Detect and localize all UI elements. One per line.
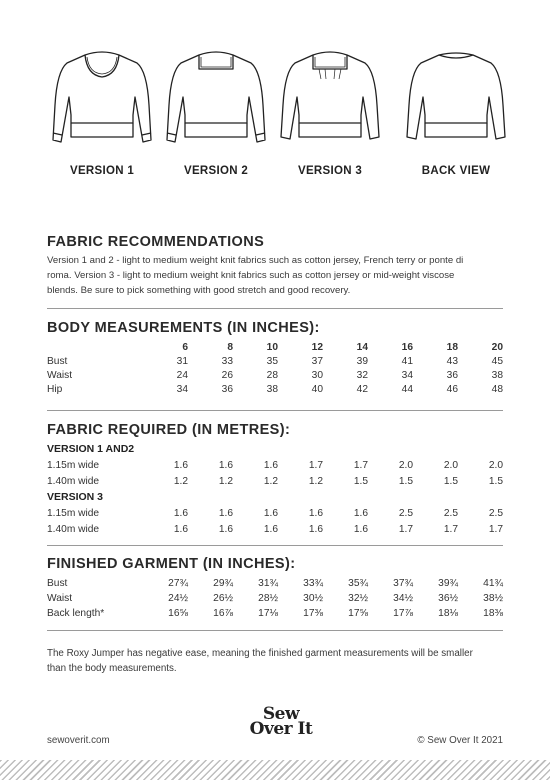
cell: 31	[176, 355, 188, 367]
decorative-stripe	[0, 760, 550, 780]
cell: 1.5	[443, 475, 458, 487]
section-title: FABRIC REQUIRED (IN METRES):	[47, 422, 291, 438]
cell: 34	[401, 369, 413, 381]
sweater-v2-icon	[161, 45, 271, 157]
cell: 1.5	[488, 475, 503, 487]
view-label: VERSION 1	[69, 165, 135, 177]
cell: 34½	[393, 593, 413, 604]
table-row	[47, 473, 503, 489]
table-row	[47, 606, 503, 621]
table-row	[47, 457, 503, 473]
view-version-3	[270, 45, 390, 177]
view-version-2	[156, 45, 276, 177]
cell: 39	[356, 355, 368, 367]
cell: 30½	[303, 593, 323, 604]
section-title: BODY MEASUREMENTS (IN INCHES):	[47, 320, 320, 336]
cell: 1.2	[218, 475, 233, 487]
cell: 1.6	[263, 507, 278, 519]
cell: 44	[401, 383, 413, 395]
cell: 1.7	[308, 459, 323, 471]
cell: 1.6	[263, 459, 278, 471]
brand-logo	[246, 704, 316, 739]
table-row	[47, 505, 503, 521]
size-header: 6	[182, 341, 188, 353]
cell: 1.6	[263, 523, 278, 535]
row-label: Waist	[47, 369, 73, 381]
cell: 24½	[168, 593, 188, 604]
cell: 1.7	[353, 459, 368, 471]
table-row	[47, 354, 503, 368]
fabric-required-table	[47, 441, 503, 537]
row-label: 1.15m wide	[47, 507, 100, 519]
row-label: Back length*	[47, 608, 105, 619]
cell: 1.7	[488, 523, 503, 535]
size-header: 14	[356, 341, 368, 353]
row-label: Waist	[47, 593, 73, 604]
sweater-v3-icon	[275, 45, 385, 157]
view-label: BACK VIEW	[421, 165, 491, 177]
cell: 36	[221, 383, 233, 395]
sweater-back-icon	[401, 45, 511, 157]
view-label: VERSION 3	[297, 165, 363, 177]
cell: 2.5	[443, 507, 458, 519]
logo-line: Over It	[249, 719, 313, 739]
cell: 42	[356, 383, 368, 395]
cell: 40	[311, 383, 323, 395]
cell: 45	[491, 355, 503, 367]
cell: 26	[221, 369, 233, 381]
section-title: FABRIC RECOMMENDATIONS	[47, 234, 265, 250]
cell: 24	[176, 369, 188, 381]
cell: 1.6	[173, 459, 188, 471]
cell: 37	[311, 355, 323, 367]
cell: 35¾	[348, 578, 368, 589]
recommendation-text	[47, 253, 507, 298]
cell: 31¾	[258, 578, 278, 589]
cell: 38	[491, 369, 503, 381]
cell: 38½	[483, 593, 503, 604]
cell: 2.0	[443, 459, 458, 471]
table-row	[47, 591, 503, 606]
finished-garment-table	[47, 576, 503, 621]
cell: 1.6	[308, 523, 323, 535]
group-heading: VERSION 1 AND2	[47, 443, 135, 455]
table-row	[47, 382, 503, 396]
cell: 16⅞	[213, 608, 233, 619]
size-header: 8	[227, 341, 233, 353]
ease-note: The Roxy Jumper has negative ease, meaning the finished garment measurements will be smaller than the body measurements.	[47, 648, 473, 674]
cell: 1.6	[353, 507, 368, 519]
cell: 28	[266, 369, 278, 381]
cell: 29¾	[213, 578, 233, 589]
cell: 41	[401, 355, 413, 367]
cell: 1.6	[218, 523, 233, 535]
cell: 16⅝	[168, 608, 188, 619]
cell: 2.0	[488, 459, 503, 471]
cell: 17⅜	[303, 608, 323, 619]
view-version-1	[42, 45, 162, 177]
size-header-row	[47, 340, 503, 354]
cell: 2.5	[488, 507, 503, 519]
cell: 1.2	[173, 475, 188, 487]
view-back	[396, 45, 516, 177]
divider	[47, 630, 503, 631]
cell: 1.6	[218, 507, 233, 519]
cell: 27¾	[168, 578, 188, 589]
cell: 41¾	[483, 578, 503, 589]
cell: 18⅛	[438, 608, 458, 619]
row-label: 1.40m wide	[47, 475, 100, 487]
cell: 1.5	[353, 475, 368, 487]
cell: 46	[446, 383, 458, 395]
cell: 48	[491, 383, 503, 395]
size-header: 16	[401, 341, 413, 353]
text-line: roma. Version 3 - light to medium weight knit fabrics such as cotton jersey or mid-weight viscose	[47, 270, 455, 281]
sweater-v1-icon	[47, 45, 157, 157]
cell: 1.6	[353, 523, 368, 535]
cell: 1.2	[308, 475, 323, 487]
cell: 2.5	[398, 507, 413, 519]
cell: 32	[356, 369, 368, 381]
cell: 1.2	[263, 475, 278, 487]
fabric-required	[47, 422, 503, 537]
divider	[47, 545, 503, 546]
divider	[47, 410, 503, 411]
cell: 33¾	[303, 578, 323, 589]
row-label: Bust	[47, 578, 68, 589]
cell: 17⅞	[393, 608, 413, 619]
cell: 39¾	[438, 578, 458, 589]
size-header: 10	[266, 341, 278, 353]
row-label: 1.15m wide	[47, 459, 100, 471]
cell: 26½	[213, 593, 233, 604]
copyright: © Sew Over It 2021	[417, 735, 503, 746]
cell: 36½	[438, 593, 458, 604]
size-header: 18	[446, 341, 458, 353]
cell: 30	[311, 369, 323, 381]
cell: 17⅝	[348, 608, 368, 619]
size-header: 12	[311, 341, 323, 353]
cell: 1.6	[173, 523, 188, 535]
size-header: 20	[491, 341, 503, 353]
cell: 1.6	[173, 507, 188, 519]
fabric-recommendations	[47, 234, 507, 298]
website-link[interactable]: sewoverit.com	[47, 735, 110, 746]
cell: 33	[221, 355, 233, 367]
text-line: blends. Be sure to pick something with good stretch and good recovery.	[47, 285, 351, 296]
divider	[47, 308, 503, 309]
cell: 17⅛	[258, 608, 278, 619]
cell: 43	[446, 355, 458, 367]
text-line: Version 1 and 2 - light to medium weight knit fabrics such as cotton jersey, French terry or ponte di	[47, 255, 464, 266]
row-label: Bust	[47, 355, 68, 367]
cell: 18⅜	[483, 608, 503, 619]
row-label: Hip	[47, 383, 63, 395]
body-measurements	[47, 320, 503, 396]
cell: 35	[266, 355, 278, 367]
view-label: VERSION 2	[183, 165, 249, 177]
table-row	[47, 368, 503, 382]
cell: 1.6	[218, 459, 233, 471]
table-row	[47, 576, 503, 591]
cell: 36	[446, 369, 458, 381]
cell: 38	[266, 383, 278, 395]
garment-views	[0, 45, 550, 195]
logo-line: Sew	[262, 704, 300, 724]
cell: 32½	[348, 593, 368, 604]
group-heading: VERSION 3	[47, 491, 104, 503]
cell: 1.7	[398, 523, 413, 535]
section-title: FINISHED GARMENT (IN INCHES):	[47, 556, 296, 572]
cell: 2.0	[398, 459, 413, 471]
finished-garment	[47, 556, 503, 621]
cell: 1.6	[308, 507, 323, 519]
row-label: 1.40m wide	[47, 523, 100, 535]
cell: 37¾	[393, 578, 413, 589]
cell: 34	[176, 383, 188, 395]
table-row	[47, 521, 503, 537]
cell: 28½	[258, 593, 278, 604]
cell: 1.7	[443, 523, 458, 535]
body-measurements-table	[47, 340, 503, 396]
cell: 1.5	[398, 475, 413, 487]
